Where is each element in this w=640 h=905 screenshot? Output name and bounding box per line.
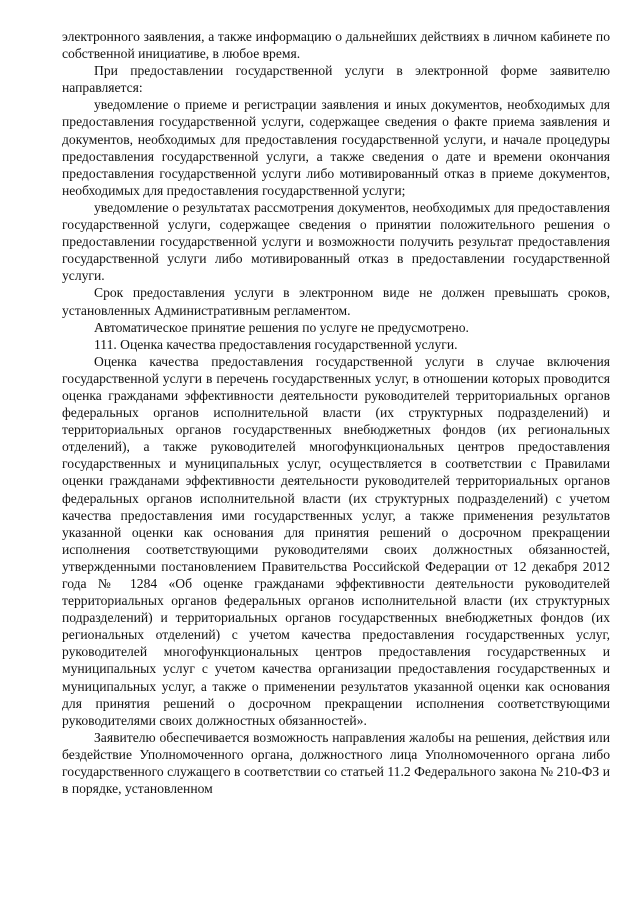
paragraph-electronic-application: электронного заявления, а также информацию о дальнейших действиях в личном кабинете по собственной инициативе, в любое время. — [62, 29, 610, 62]
section-heading-quality-assessment: 111. Оценка качества предоставления государственной услуги. — [94, 336, 458, 352]
paragraph-receipt-notification: уведомление о приеме и регистрации заявления и иных документов, необходимых для предоставления государственной услуги, содержащее сведения о факте приема заявления и документов, необходимых для предоставления государственной услуги, и начале процедуры предоставления государственной услуги, а также сведения о дате и времени окончания предоставления государственной услуги либо мотивированный отказ в приеме документов, необходимых для предоставления государственной услуги; — [62, 97, 610, 198]
paragraph-service-term: Срок предоставления услуги в электронном виде не должен превышать сроков, установленных Административным регламентом. — [62, 285, 610, 318]
paragraph-complaint-right: Заявителю обеспечивается возможность направления жалобы на решения, действия или бездействие Уполномоченного органа, должностного лица Уполномоченного органа либо государственного служащего в соответствии со статьей 11.2 Федерального закона № 210-ФЗ и в порядке, установленном — [62, 729, 610, 797]
paragraph-automatic-decision: Автоматическое принятие решения по услуге не предусмотрено. — [94, 319, 469, 335]
paragraph-results-notification: уведомление о результатах рассмотрения документов, необходимых для предоставления государственной услуги, содержащее сведения о принятии положительного решения о предоставлении государственной услуги и возможности получить результат предоставления государственной услуги либо мотивированный отказ в предоставлении государственной услуги. — [62, 199, 610, 284]
paragraph-quality-assessment: Оценка качества предоставления государственной услуги в случае включения государственной услуги в перечень государственных услуг, в отношении которых проводится оценка гражданами эффективности деятельности руководителей территориальных органов федеральных органов исполнительной власти (их структурных подразделений) и территориальных органов государственных внебюджетных фондов (их региональных отделений), а также руководителей многофункциональных центров предоставления государственных и муниципальных услуг, осуществляется в соответствии с Правилами оценки гражданами эффективности деятельности руководителей территориальных органов федеральных органов исполнительной власти (их структурных подразделений) с учетом качества предоставления ими государственных услуг, а также применения результатов указанной оценки как основания для принятия решений о досрочном прекращении исполнения соответствующими руководителями своих должностных обязанностей, утвержденными постановлением Правительства Российской Федерации от 12 декабря 2012 года № 1284 «Об оценке гражданами эффективности деятельности руководителей территориальных органов федеральных органов исполнительной власти (их структурных подразделений) и территориальных органов государственных внебюджетных фондов (их региональных отделений) с учетом качества предоставления государственных услуг, руководителей многофункциональных центров предоставления государственных и муниципальных услуг с учетом качества организации предоставления государственных и муниципальных услуг, а также о применении результатов указанной оценки как основания для принятия решений о досрочном прекращении исполнения соответствующими руководителями своих должностных обязанностей». — [62, 353, 610, 728]
paragraph-notification-intro: При предоставлении государственной услуги в электронной форме заявителю направляется: — [62, 63, 610, 96]
